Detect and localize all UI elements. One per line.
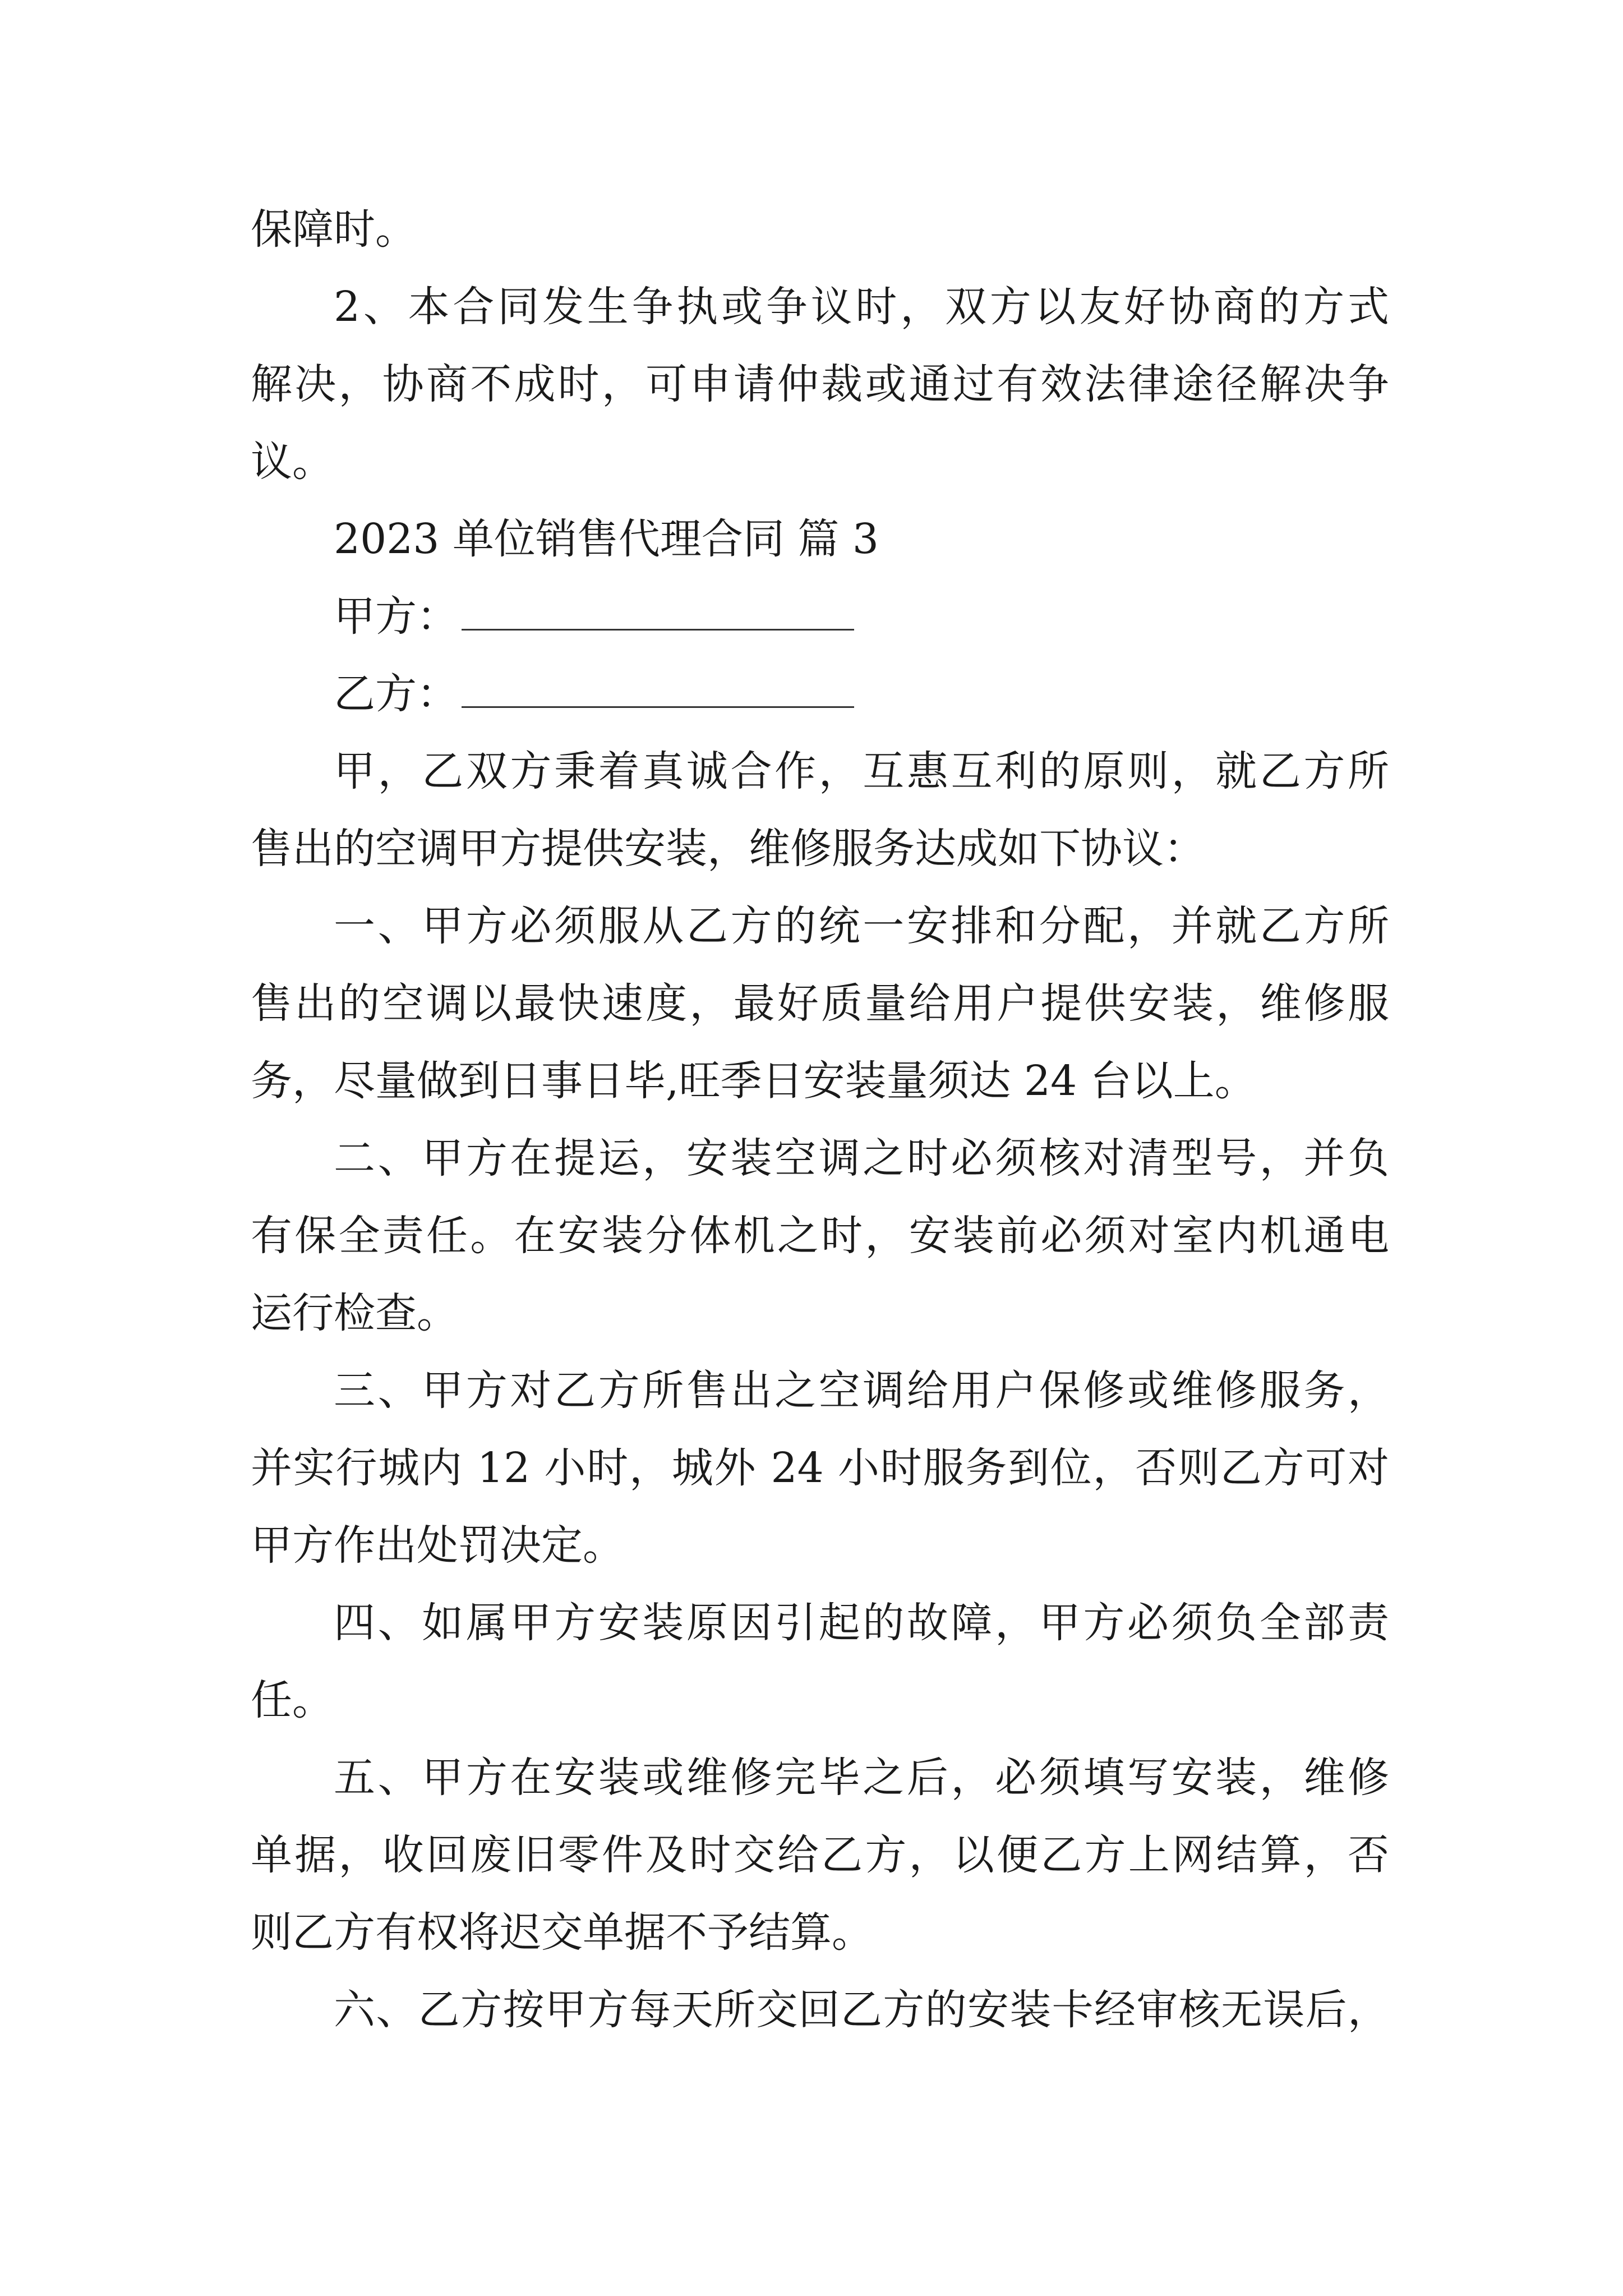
text-line: 有保全责任。在安装分体机之时，安装前必须对室内机通电 [251, 1212, 1389, 1260]
text-line: 务，尽量做到日事日毕,旺季日安装量须达 24 台以上。 [251, 1057, 1256, 1105]
text-line: 二、甲方在提运，安装空调之时必须核对清型号，并负 [334, 1134, 1389, 1182]
party-a-label: 甲方： [334, 592, 458, 641]
party-b-label: 乙方： [334, 670, 458, 718]
text-line: 售出的空调甲方提供安装，维修服务达成如下协议： [251, 825, 1205, 873]
text-line: 运行检查。 [251, 1289, 458, 1337]
text-line: 一、甲方必须服从乙方的统一安排和分配，并就乙方所 [334, 902, 1389, 950]
text-line: 议。 [251, 438, 334, 486]
party-b-blank [462, 673, 854, 708]
text-line: 四、如属甲方安装原因引起的故障，甲方必须负全部责 [334, 1599, 1389, 1647]
section-heading: 2023 单位销售代理合同 篇 3 [334, 515, 879, 563]
text-line: 则乙方有权将迟交单据不予结算。 [251, 1908, 873, 1957]
party-a-row [251, 578, 1389, 655]
party-a-blank [462, 595, 854, 631]
party-b-row [251, 655, 1389, 733]
text-line: 售出的空调以最快速度，最好质量给用户提供安装，维修服 [251, 979, 1389, 1028]
text-line: 五、甲方在安装或维修完毕之后，必须填写安装，维修 [334, 1754, 1389, 1802]
text-line: 单据，收回废旧零件及时交给乙方，以便乙方上网结算，否 [251, 1831, 1389, 1879]
text-line: 甲，乙双方秉着真诚合作，互惠互利的原则，就乙方所 [334, 747, 1389, 795]
contract-text [251, 191, 1389, 2049]
text-line: 三、甲方对乙方所售出之空调给用户保修或维修服务， [334, 1366, 1389, 1415]
text-line: 甲方作出处罚决定。 [251, 1521, 624, 1570]
text-line: 2、本合同发生争执或争议时，双方以友好协商的方式 [334, 283, 1389, 331]
text-line: 并实行城内 12 小时，城外 24 小时服务到位，否则乙方可对 [251, 1444, 1389, 1492]
text-line: 任。 [251, 1676, 334, 1724]
text-line: 六、乙方按甲方每天所交回乙方的安装卡经审核无误后， [334, 1986, 1389, 2034]
text-line: 保障时。 [251, 205, 417, 254]
text-line: 解决，协商不成时，可申请仲裁或通过有效法律途径解决争 [251, 360, 1389, 408]
